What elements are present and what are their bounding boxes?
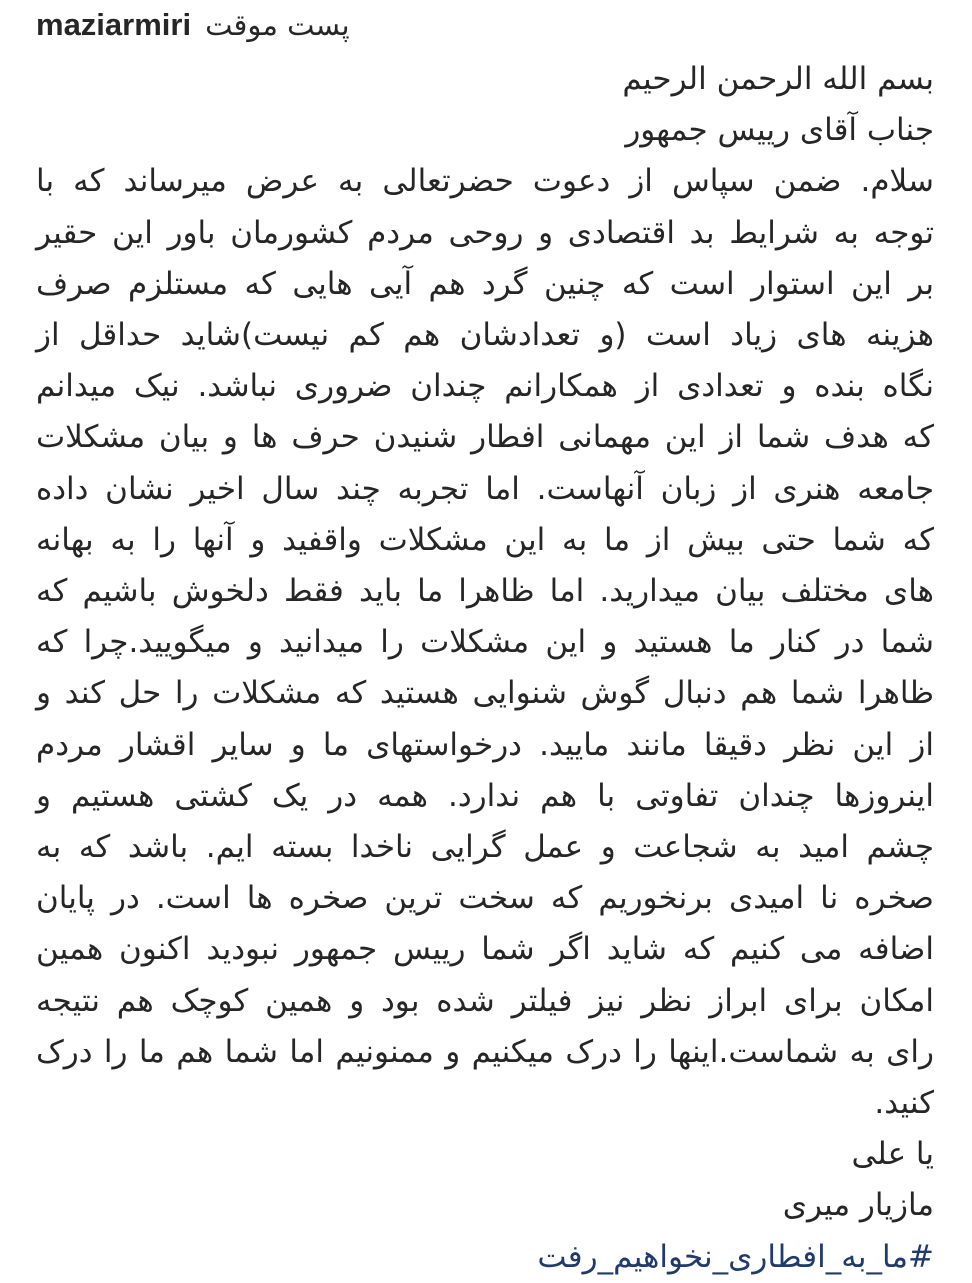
caption-line: سلام. ضمن سپاس از دعوت حضرتعالی به عرض میرساند که با xyxy=(36,163,934,200)
caption-line: کنید. xyxy=(874,1085,934,1122)
caption-line: جناب آقای رییس جمهور xyxy=(625,112,934,149)
caption-line: یا علی xyxy=(851,1136,934,1173)
caption-line: های مختلف بیان میدارید. اما ظاهرا ما باید فقط دلخوش باشیم که xyxy=(36,573,934,610)
caption-label: پست موقت xyxy=(205,8,350,42)
caption-line: جامعه هنری از زبان آنهاست. اما تجربه چند سال اخیر نشان داده xyxy=(36,470,934,507)
caption-line: ظاهرا شما هم دنبال گوش شنوایی هستید که مشکلات را حل کند و xyxy=(36,675,934,712)
caption-line: شما در کنار ما هستید و این مشکلات را میدانید و میگویید.چرا که xyxy=(36,624,934,661)
caption-line: از این نظر دقیقا مانند مایید. درخواستهای ما و سایر اقشار مردم xyxy=(36,726,934,763)
caption-line: صخره نا امیدی برنخوریم که سخت ترین صخره ها است. در پایان xyxy=(36,880,934,917)
caption-line: توجه به شرایط بد اقتصادی و روحی مردم کشورمان باور این حقیر xyxy=(36,214,934,251)
caption-body xyxy=(36,54,934,1283)
username-link[interactable]: maziarmiri xyxy=(36,7,192,42)
caption-line: بر این استوار است که چنین گرد هم آیی هایی که مستلزم صرف xyxy=(36,265,934,302)
post-header xyxy=(36,2,350,48)
caption-line: که هدف شما از این مهمانی افطار شنیدن حرف ها و بیان مشکلات xyxy=(36,419,934,456)
caption-line: بسم الله الرحمن الرحیم xyxy=(622,61,934,97)
caption-line: که شما حتی بیش از ما به این مشکلات واقفید و آنها را به بهانه xyxy=(36,521,934,558)
caption-line: اضافه می کنیم که شاید اگر شما رییس جمهور نبودید اکنون همین xyxy=(36,931,934,968)
caption-line: اینروزها چندان تفاوتی با هم ندارد. همه در یک کشتی هستیم و xyxy=(36,777,934,814)
caption-line: رای به شماست.اینها را درک میکنیم و ممنونیم اما شما هم ما را درک xyxy=(36,1033,934,1070)
caption-line: چشم امید به شجاعت و عمل گرایی ناخدا بسته ایم. باشد که به xyxy=(36,829,934,866)
caption-line: نگاه بنده و تعدادی از همکارانم چندان ضروری نباشد. نیک میدانم xyxy=(36,368,934,405)
caption-line: امکان برای ابراز نظر نیز فیلتر شده بود و همین کوچک هم نتیجه xyxy=(36,982,934,1019)
caption-line: هزینه های زیاد است (و تعدادشان هم کم نیست)شاید حداقل از xyxy=(36,317,934,354)
hashtag-link[interactable]: #ما_به_افطاری_نخواهیم_رفت xyxy=(537,1238,934,1275)
caption-line: مازیار میری xyxy=(782,1187,934,1224)
